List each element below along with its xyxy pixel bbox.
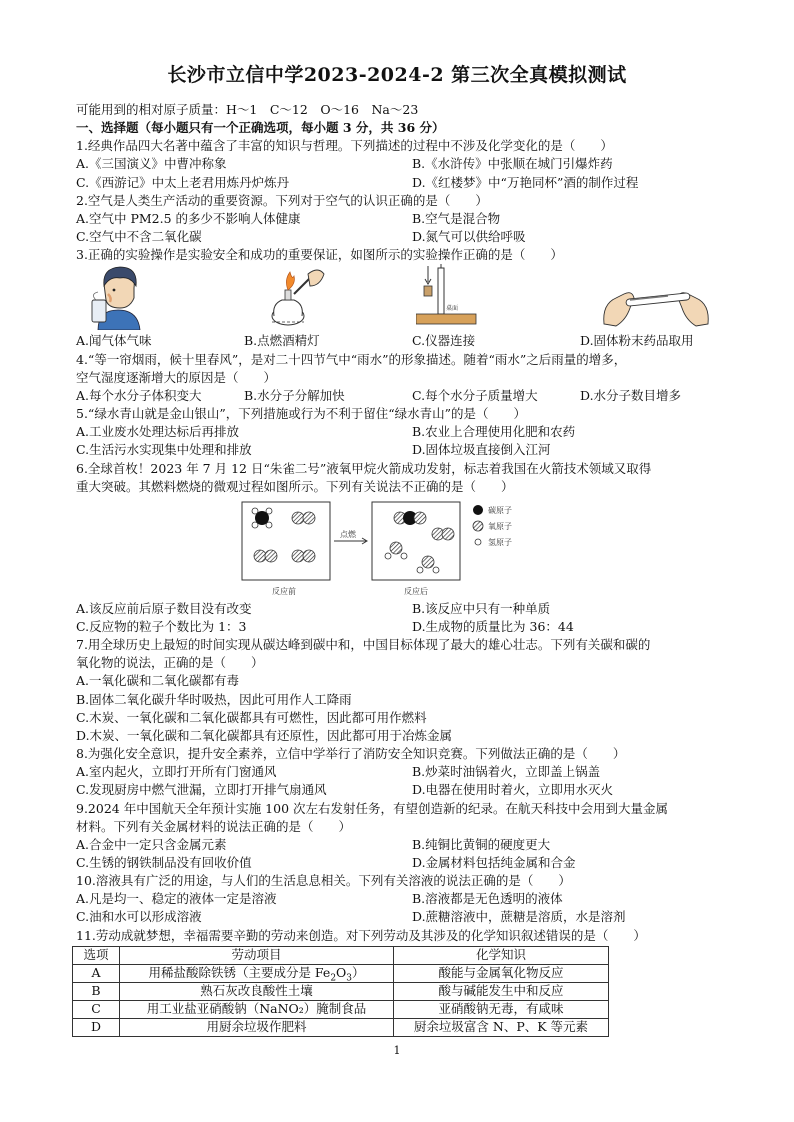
row-labor: 用稀盐酸除铁锈（主要成分是 $Fe_2O_3$） — [120, 964, 394, 982]
q9-option-c: C.生锈的钢铁制品没有回收价值 — [76, 855, 252, 870]
legend-carbon: 碳原子 — [488, 505, 512, 515]
q8-option-b: B.炒菜时油锅着火，立即盖上锅盖 — [412, 764, 601, 780]
header-option: 选项 — [73, 946, 120, 964]
hydrogen-legend-icon — [475, 539, 481, 545]
q7-option-a: A.一氧化碳和二氧化碳都有毒 — [76, 673, 240, 689]
q1-option-d: D.《红楼梦》中“万艳同杯”酒的制作过程 — [412, 174, 639, 190]
desk-label: 桌面 — [446, 305, 459, 313]
table-row — [73, 982, 609, 1000]
q3-option-c: C.仪器连接 — [412, 333, 476, 349]
exam-content — [76, 101, 726, 1037]
q2-options-cd — [76, 228, 726, 246]
q9-options-cd — [76, 854, 726, 872]
q2-option-a: A.空气中 PM2.5 的多少不影响人体健康 — [76, 210, 301, 226]
q4-options — [76, 387, 726, 405]
q7-option-d: D.木炭、一氧化碳和二氧化碳都具有还原性，因此都可用于冶炼金属 — [76, 727, 453, 743]
q2-options-ab — [76, 210, 726, 228]
header-labor: 劳动项目 — [120, 946, 394, 964]
legend-oxygen: 氧原子 — [488, 521, 512, 531]
q4-stem-line1: 4.“等一帘烟雨，候十里春风”，是对二十四节气中“雨水”的形象描述。随着“雨水”之后雨量的增多， — [76, 351, 627, 367]
q5-options-ab — [76, 423, 726, 441]
q8-stem: 8.为强化安全意识，提升安全素养，立信中学举行了消防安全知识竞赛。下列做法正确的是（ ） — [76, 746, 626, 762]
q5-stem: 5.“绿水青山就是金山银山”，下列措施或行为不利于留住“绿水青山”的是（ ） — [76, 406, 526, 422]
powder-figure — [596, 264, 716, 330]
q6-option-d: D.生成物的质量比为 36：44 — [412, 618, 574, 634]
q5-option-c: C.生活污水实现集中处理和排放 — [76, 442, 252, 458]
q1-options-ab — [76, 155, 726, 173]
q9-option-d: D.金属材料包括纯金属和合金 — [412, 855, 576, 870]
q1-option-a: A.《三国演义》中曹冲称象 — [76, 156, 227, 172]
row-labor: 用工业盐亚硝酸钠（NaNO₂）腌制食品 — [120, 1000, 394, 1018]
q6-options-cd — [76, 618, 726, 636]
q8-option-c: C.发现厨房中燃气泄漏，立即打开排气扇通风 — [76, 782, 327, 798]
q6-stem-line2: 重大突破。其燃料燃烧的微观过程如图所示。下列有关说法不正确的是（ ） — [76, 478, 514, 494]
q1-stem: 1.经典作品四大名著中蕴含了丰富的知识与哲理。下列描述的过程中不涉及化学变化的是（ ） — [76, 138, 613, 154]
q8-options-cd — [76, 781, 726, 799]
alcohol-lamp-figure — [258, 264, 328, 330]
apparatus-connection-figure — [416, 264, 486, 330]
reaction-diagram — [238, 500, 568, 598]
table-row — [73, 1000, 609, 1018]
q10-option-d: D.蔗糖溶液中，蔗糖是溶质，水是溶剂 — [412, 909, 626, 925]
q1-options-cd — [76, 174, 726, 192]
q2-stem: 2.空气是人类生产活动的重要资源。下列对于空气的认识正确的是（ ） — [76, 192, 488, 208]
q10-options-ab — [76, 890, 726, 908]
row-option: B — [73, 982, 120, 1000]
q6-option-b: B.该反应中只有一种单质 — [412, 600, 551, 616]
q2-option-b: B.空气是混合物 — [412, 210, 501, 226]
q3-figures — [76, 264, 726, 332]
q9-stem-line1: 9.2024 年中国航天全年预计实施 100 次左右发射任务，有望创造新的纪录。在航天科技中会用到大量金属 — [76, 800, 669, 816]
q4-option-c: C.每个水分子质量增大 — [412, 387, 538, 403]
q6-molecule-diagram — [76, 496, 726, 600]
q1-option-c: C.《西游记》中太上老君用炼丹炉炼丹 — [76, 174, 290, 190]
q10-stem: 10.溶液具有广泛的用途，与人们的生活息息相关。下列有关溶液的说法正确的是（ ） — [76, 873, 571, 889]
table-row — [73, 1018, 609, 1036]
q10-option-a: A.凡是均一、稳定的液体一定是溶液 — [76, 891, 277, 907]
legend-hydrogen: 氢原子 — [488, 537, 512, 547]
q5-options-cd — [76, 441, 726, 459]
row-knowledge: 亚硝酸钠无毒，有咸味 — [394, 1000, 609, 1018]
before-label: 反应前 — [272, 586, 296, 596]
q7-stem-line1: 7.用全球历史上最短的时间实现从碳达峰到碳中和，中国目标体现了最大的雄心壮志。下列有关碳和碳的 — [76, 637, 651, 653]
q8-option-a: A.室内起火，立即打开所有门窗通风 — [76, 764, 277, 780]
q3-option-b: B.点燃酒精灯 — [244, 333, 320, 349]
q1-option-b: B.《水浒传》中张顺在城门引爆炸药 — [412, 156, 613, 172]
atomic-masses: 可能用到的相对原子质量：H～1 C～12 O～16 Na～23 — [76, 102, 419, 117]
row-option: A — [73, 964, 120, 982]
q3-option-a: A.闻气体气味 — [76, 333, 152, 349]
q9-option-b: B.纯铜比黄铜的硬度更大 — [412, 836, 551, 852]
row-knowledge: 酸能与金属氧化物反应 — [394, 964, 609, 982]
oxygen-legend-icon — [473, 521, 483, 531]
q4-option-b: B.水分子分解加快 — [244, 387, 345, 403]
q2-option-c: C.空气中不含二氧化碳 — [76, 229, 202, 245]
q4-option-a: A.每个水分子体积变大 — [76, 387, 202, 403]
row-labor: 熟石灰改良酸性土壤 — [120, 982, 394, 1000]
row-knowledge: 酸与碱能发生中和反应 — [394, 982, 609, 1000]
row-option: D — [73, 1018, 120, 1036]
after-label: 反应后 — [404, 586, 428, 596]
carbon-legend-icon — [473, 505, 483, 515]
row-option: C — [73, 1000, 120, 1018]
q7-stem-line2: 氧化物的说法，正确的是（ ） — [76, 655, 264, 671]
q3-option-d: D.固体粉末药品取用 — [580, 333, 694, 349]
row-labor: 用厨余垃圾作肥料 — [120, 1018, 394, 1036]
q11-stem: 11.劳动成就梦想，幸福需要辛勤的劳动来创造。对下列劳动及其涉及的化学知识叙述错误的是（ ） — [76, 927, 646, 943]
row-knowledge: 厨余垃圾富含 N、P、K 等元素 — [394, 1018, 609, 1036]
q10-options-cd — [76, 908, 726, 926]
table-header-row — [73, 946, 609, 964]
q2-option-d: D.氮气可以供给呼吸 — [412, 229, 526, 245]
q5-option-b: B.农业上合理使用化肥和农药 — [412, 424, 576, 440]
q6-option-a: A.该反应前后原子数目没有改变 — [76, 600, 252, 616]
q5-option-d: D.固体垃圾直接倒入江河 — [412, 442, 551, 458]
q7-option-b: B.固体二氧化碳升华时吸热，因此可用作人工降雨 — [76, 691, 352, 707]
q6-options-ab — [76, 600, 726, 618]
header-knowledge: 化学知识 — [394, 946, 609, 964]
smell-gas-figure — [84, 264, 154, 330]
q3-stem: 3.正确的实验操作是实验安全和成功的重要保证，如图所示的实验操作正确的是（ ） — [76, 247, 563, 263]
q8-option-d: D.电器在使用时着火，立即用水灭火 — [412, 782, 614, 798]
ignite-label: 点燃 — [340, 529, 356, 539]
q6-stem-line1: 6.全球首枚！2023 年 7 月 12 日“朱雀二号”液氧甲烷火箭成功发射，标志着我国在火箭技术领域又取得 — [76, 460, 652, 476]
q4-stem-line2: 空气湿度逐渐增大的原因是（ ） — [76, 369, 277, 385]
section-heading: 一、选择题（每小题只有一个正确选项，每小题 3 分，共 36 分） — [76, 120, 445, 136]
q8-options-ab — [76, 763, 726, 781]
q3-options — [76, 332, 726, 350]
q9-option-a: A.合金中一定只含金属元素 — [76, 836, 227, 852]
q4-option-d: D.水分子数目增多 — [580, 387, 682, 403]
table-row — [73, 964, 609, 982]
page-number: 1 — [393, 1044, 401, 1057]
q10-option-c: C.油和水可以形成溶液 — [76, 909, 202, 925]
q10-option-b: B.溶液都是无色透明的液体 — [412, 891, 563, 907]
q5-option-a: A.工业废水处理达标后再排放 — [76, 424, 240, 440]
exam-title: 长沙市立信中学2023-2024-2 第三次全真模拟测试 — [167, 64, 627, 86]
q11-table — [72, 946, 609, 1037]
q7-option-c: C.木炭、一氧化碳和二氧化碳都具有可燃性，因此都可用作燃料 — [76, 709, 427, 725]
q9-stem-line2: 材料。下列有关金属材料的说法正确的是（ ） — [76, 818, 352, 834]
q9-options-ab — [76, 836, 726, 854]
q6-option-c: C.反应物的粒子个数比为 1：3 — [76, 618, 247, 634]
